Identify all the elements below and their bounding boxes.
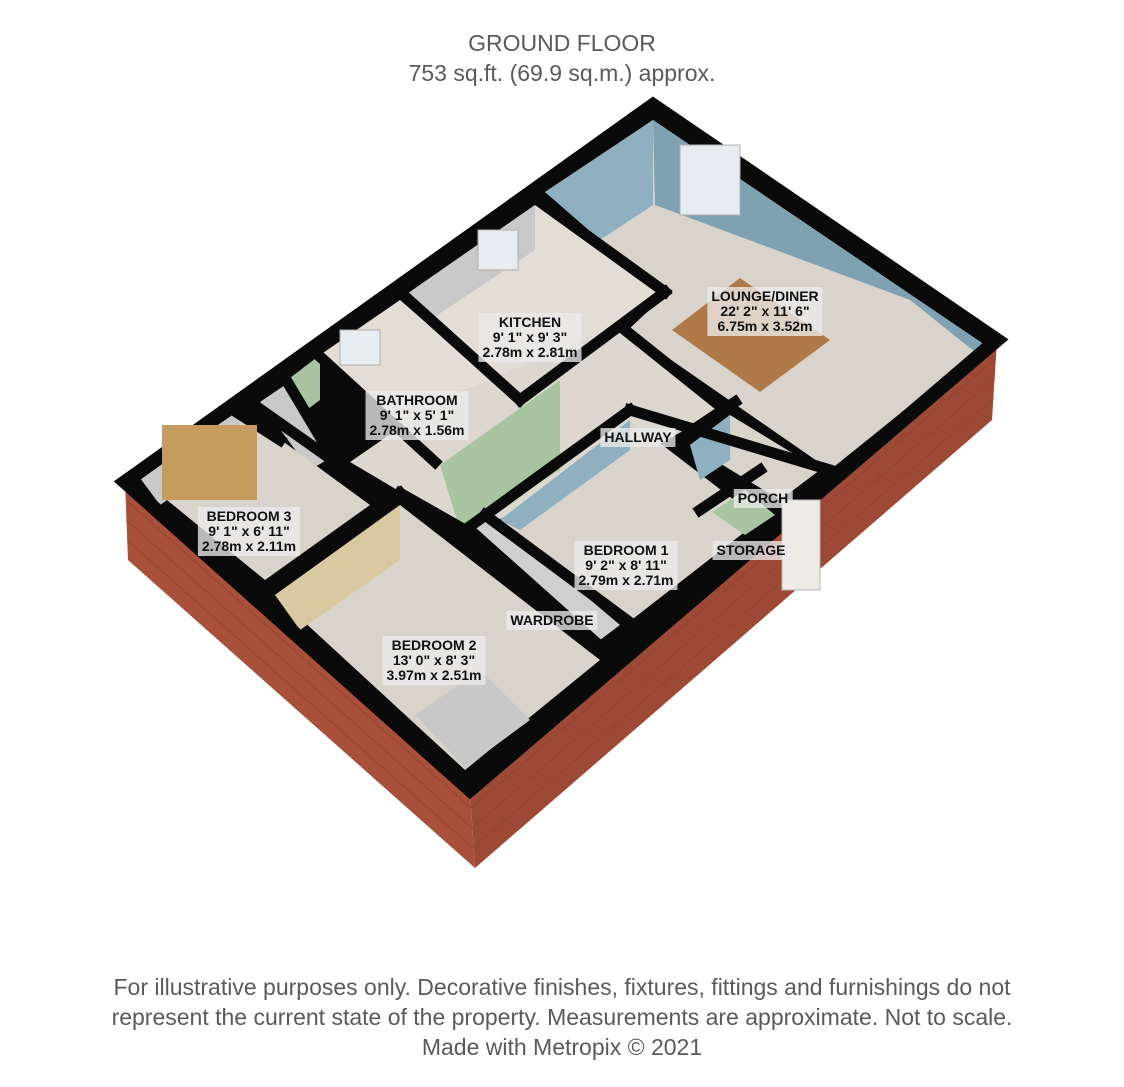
window-lounge xyxy=(680,145,740,215)
label-bedroom3 xyxy=(198,507,300,556)
bedroom2-imperial: 13' 0" x 8' 3" xyxy=(392,652,476,668)
label-bedroom1 xyxy=(575,541,678,590)
credit-line: Made with Metropix © 2021 xyxy=(421,1034,703,1060)
kitchen-metric: 2.78m x 2.81m xyxy=(482,344,578,360)
bedroom3-metric: 2.78m x 2.11m xyxy=(201,538,297,554)
bathroom-name: BATHROOM xyxy=(376,392,458,408)
bedroom3-imperial: 9' 1" x 6' 11" xyxy=(208,523,290,539)
lounge-imperial: 22' 2" x 11' 6" xyxy=(720,303,810,319)
window-bathroom xyxy=(340,330,380,365)
kitchen-imperial: 9' 1" x 9' 3" xyxy=(492,329,568,345)
disclaimer-line-2: represent the current state of the property. Measurements are approximate. Not to scale. xyxy=(111,1004,1013,1030)
disclaimer-line-1: For illustrative purposes only. Decorative finishes, fixtures, fittings and furnishings do not xyxy=(113,974,1011,1000)
bedroom1-metric: 2.79m x 2.71m xyxy=(578,572,674,588)
label-hallway xyxy=(600,428,675,447)
floor-area: 753 sq.ft. (69.9 sq.m.) approx. xyxy=(408,60,716,86)
hallway-name: HALLWAY xyxy=(604,429,672,445)
bathroom-imperial: 9' 1" x 5' 1" xyxy=(379,407,455,423)
porch-name: PORCH xyxy=(737,490,789,506)
lounge-name: LOUNGE/DINER xyxy=(711,288,819,304)
label-bathroom xyxy=(366,391,469,440)
label-wardrobe xyxy=(506,611,597,630)
lounge-metric: 6.75m x 3.52m xyxy=(717,318,813,334)
bedroom1-imperial: 9' 2" x 8' 11" xyxy=(585,557,667,573)
wardrobe-bedroom3 xyxy=(162,425,257,500)
bedroom2-metric: 3.97m x 2.51m xyxy=(386,667,482,683)
label-lounge xyxy=(707,287,822,336)
bathroom-metric: 2.78m x 1.56m xyxy=(369,422,465,438)
storage-name: STORAGE xyxy=(716,542,786,558)
floor-title: GROUND FLOOR xyxy=(468,30,656,56)
bedroom3-name: BEDROOM 3 xyxy=(206,508,292,524)
bedroom2-name: BEDROOM 2 xyxy=(391,637,477,653)
kitchen-name: KITCHEN xyxy=(498,314,562,330)
label-kitchen xyxy=(479,313,582,362)
wardrobe-name: WARDROBE xyxy=(510,612,594,628)
label-storage xyxy=(713,541,790,560)
window-kitchen xyxy=(478,230,518,270)
bedroom1-name: BEDROOM 1 xyxy=(583,542,669,558)
label-bedroom2 xyxy=(383,636,486,685)
label-porch xyxy=(734,489,793,508)
